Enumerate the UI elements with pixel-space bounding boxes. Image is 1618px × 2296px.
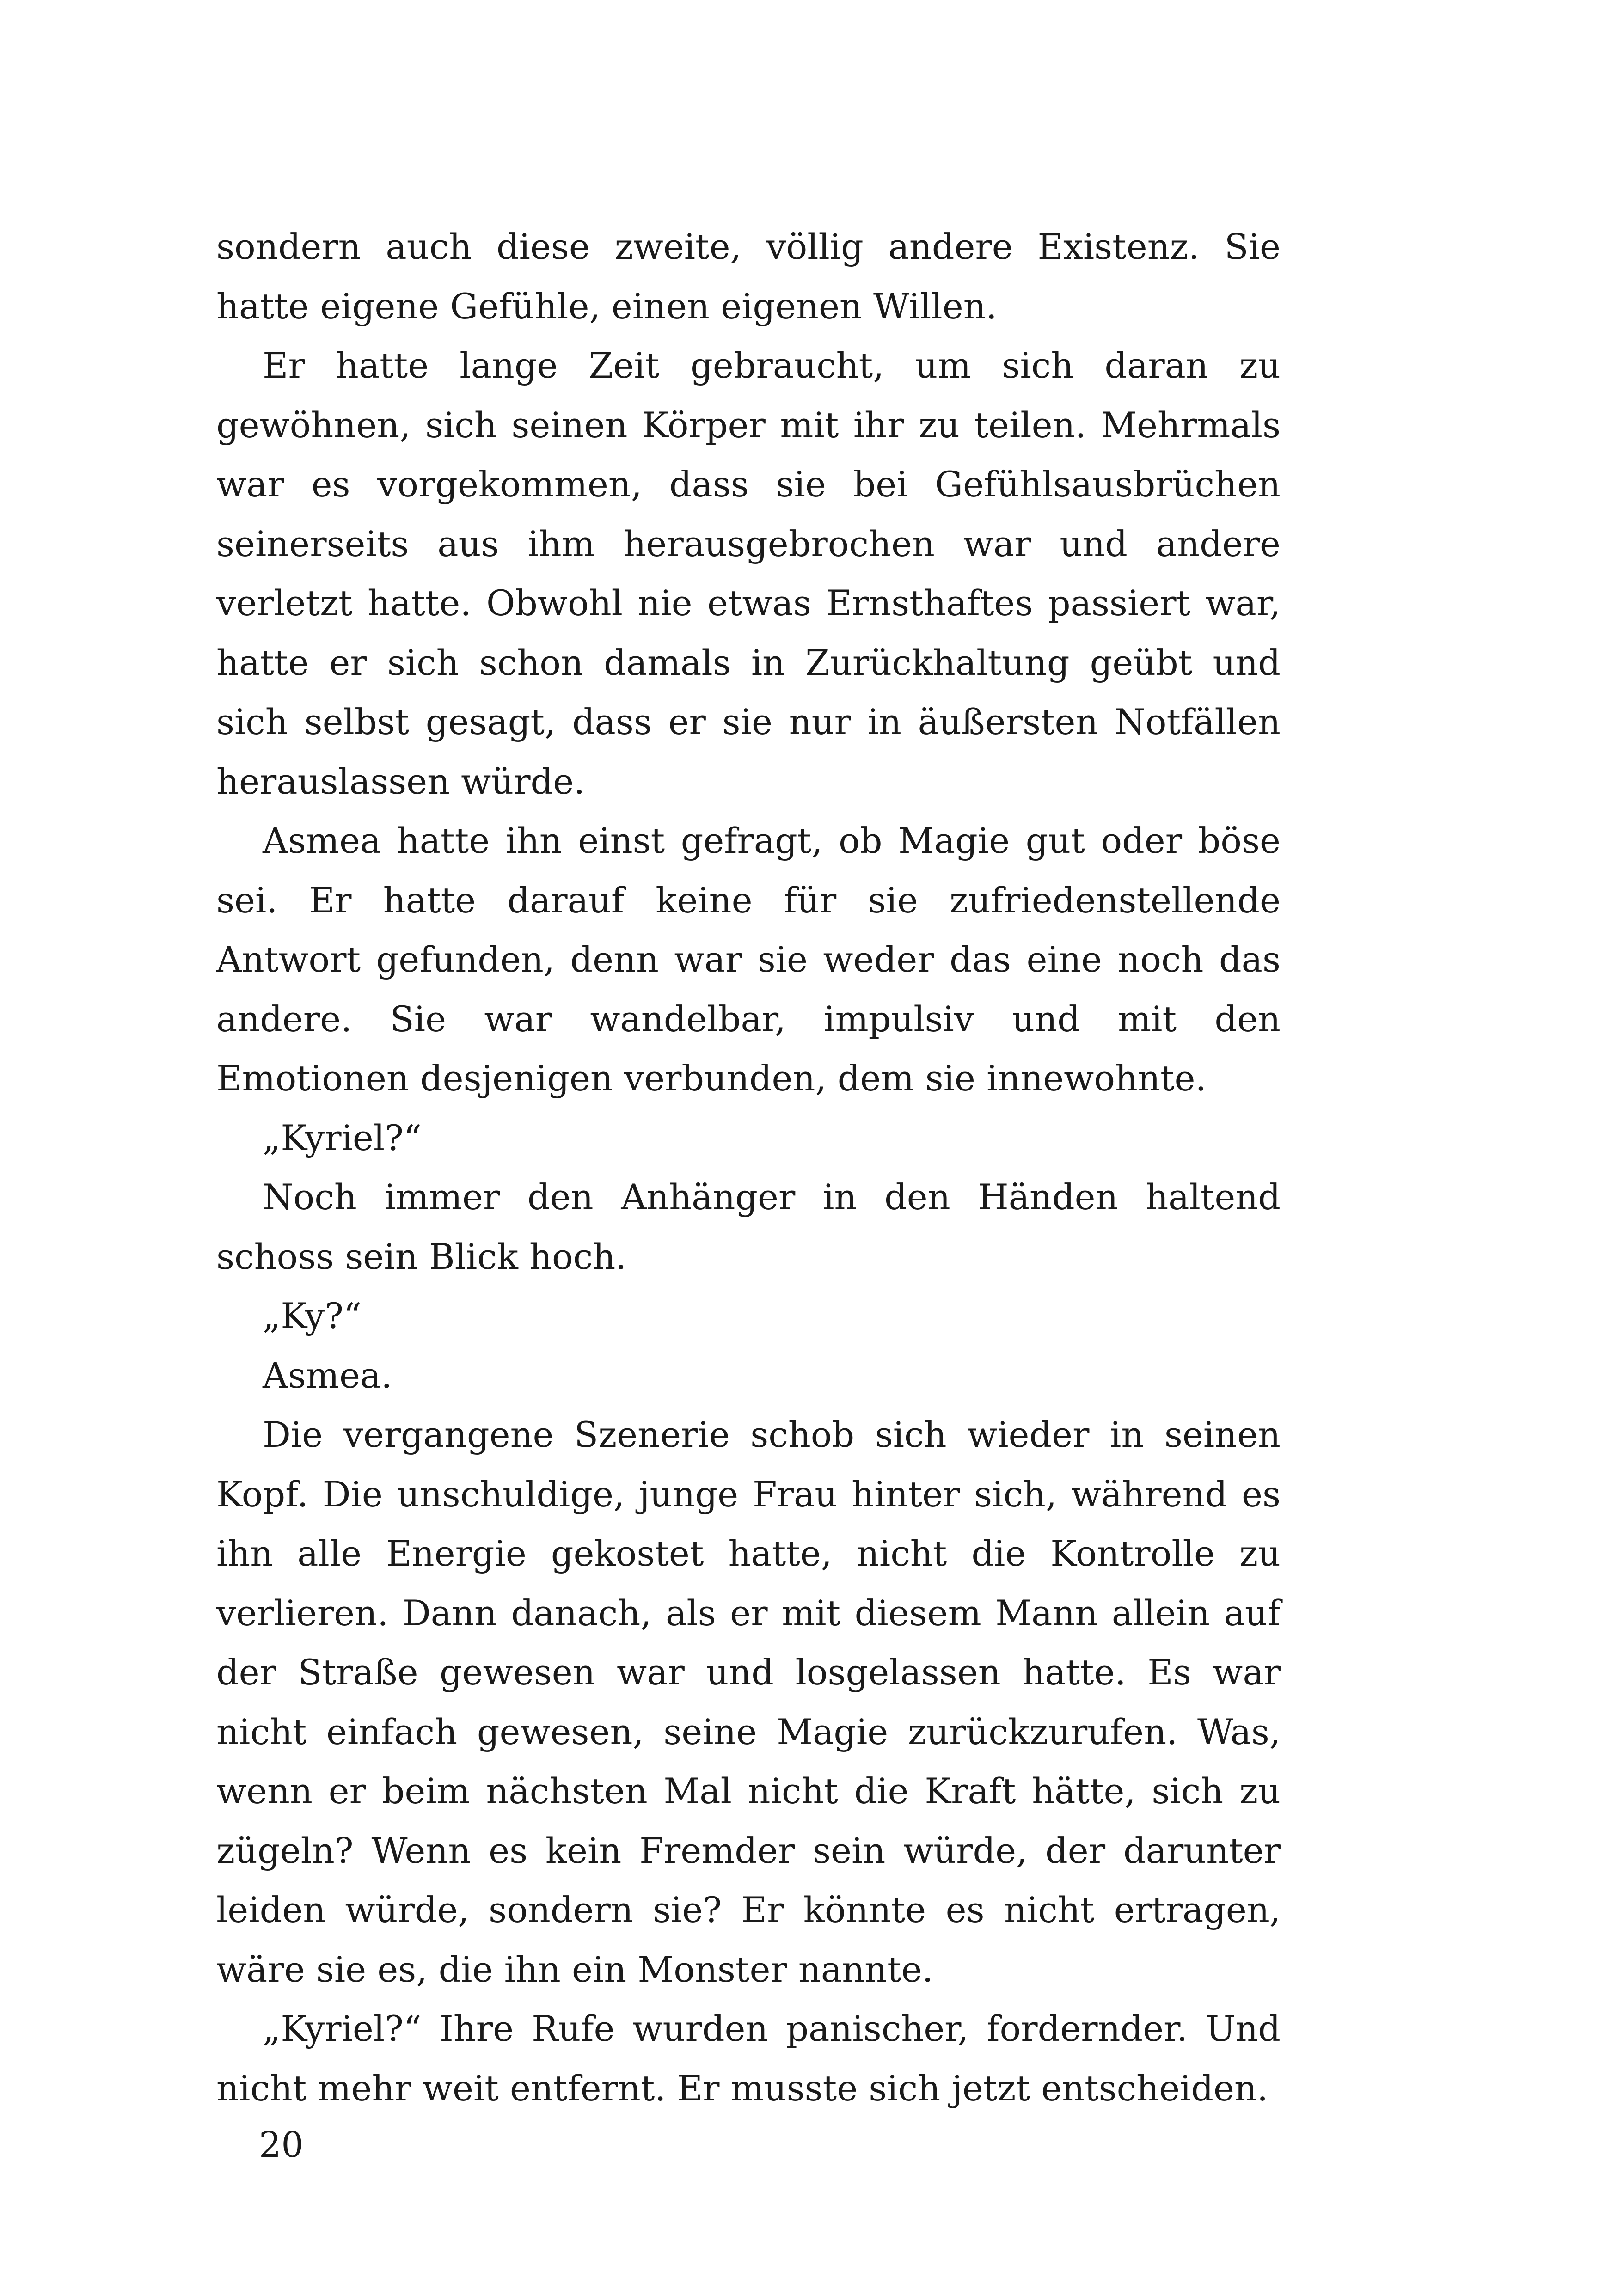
paragraph: Asmea. (263, 1354, 392, 1396)
paragraph: Er hatte lange Zeit gebraucht, um sich daran zu gewöhnen, sich seinen Körper mit ihr zu teilen. Mehrmals war es vorgekommen, dass sie bei Gefühlsausbrüchen seinerseits aus ihm herausgebrochen war und andere verletzt hatte. Obwohl nie etwas Ernsthaftes passiert war, hatte er sich schon damals in Zurückhaltung geübt und sich selbst gesagt, dass er sie nur in äußersten Notfällen herauslassen würde. (216, 345, 1281, 802)
body-text (216, 217, 1281, 2118)
paragraph: Noch immer den Anhänger in den Händen haltend schoss sein Blick hoch. (216, 1176, 1281, 1277)
paragraph: „Kyriel?“ (263, 1117, 422, 1158)
paragraph: Asmea hatte ihn einst gefragt, ob Magie gut oder böse sei. Er hatte darauf keine für sie zufriedenstellende Antwort gefunden, denn war sie weder das eine noch das andere. Sie war wandelbar, impulsiv und mit den Emotionen desjenigen verbunden, dem sie innewohnte. (216, 820, 1281, 1099)
paragraph: „Kyriel?“ Ihre Rufe wurden panischer, fordernder. Und nicht mehr weit entfernt. Er musste sich jetzt entscheiden. (216, 2008, 1281, 2109)
page-number: 20 (259, 2124, 304, 2165)
paragraph: Die vergangene Szenerie schob sich wieder in seinen Kopf. Die unschuldige, junge Frau hinter sich, während es ihn alle Energie gekostet hatte, nicht die Kontrolle zu verlieren. Dann danach, als er mit diesem Mann allein auf der Straße gewesen war und losgelassen hatte. Es war nicht einfach gewesen, seine Magie zurückzurufen. Was, wenn er beim nächsten Mal nicht die Kraft hätte, sich zu zügeln? Wenn es kein Fremder sein würde, der darunter leiden würde, sondern sie? Er könnte es nicht ertragen, wäre sie es, die ihn ein Monster nannte. (216, 1414, 1281, 1990)
paragraph: sondern auch diese zweite, völlig andere Existenz. Sie hatte eigene Gefühle, einen eigenen Willen. (216, 226, 1281, 327)
paragraph: „Ky?“ (263, 1295, 362, 1336)
